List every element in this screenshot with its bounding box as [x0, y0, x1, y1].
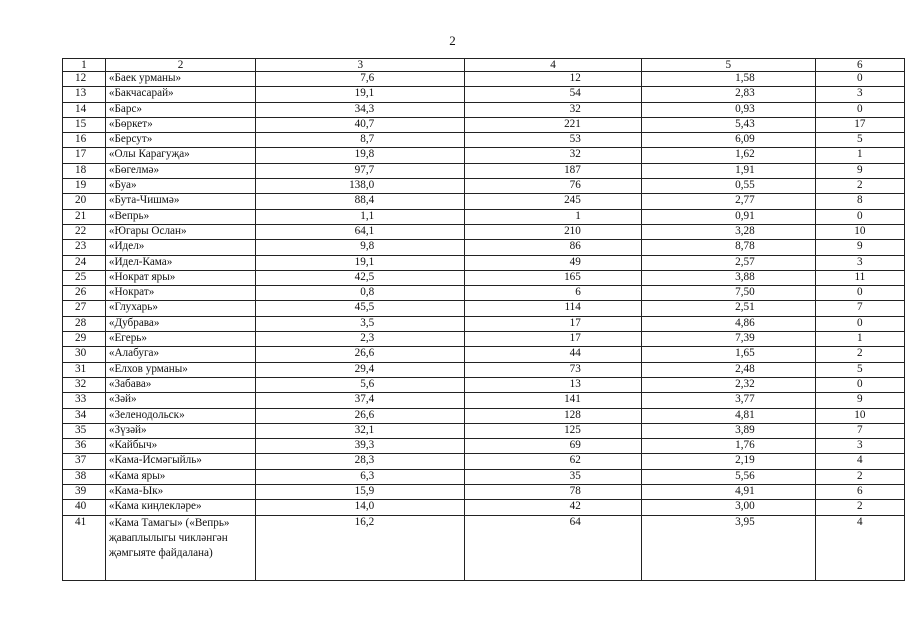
quota-cell: 11: [815, 270, 904, 285]
area-cell: 64,1: [256, 224, 465, 239]
area-cell: 19,1: [256, 255, 465, 270]
quota-cell: 0: [815, 377, 904, 392]
table-row: [63, 316, 905, 331]
area-cell: 0,8: [256, 286, 465, 301]
row-number-cell: 20: [63, 194, 106, 209]
name-cell: «Кама яры»: [105, 469, 255, 484]
density-cell: 3,95: [641, 515, 815, 580]
density-cell: 2,83: [641, 87, 815, 102]
area-cell: 16,2: [256, 515, 465, 580]
count-cell: 12: [465, 72, 642, 87]
density-cell: 2,32: [641, 377, 815, 392]
density-cell: 3,89: [641, 423, 815, 438]
area-cell: 29,4: [256, 362, 465, 377]
density-cell: 2,77: [641, 194, 815, 209]
count-cell: 128: [465, 408, 642, 423]
table-row: [63, 393, 905, 408]
row-number-cell: 40: [63, 500, 106, 515]
area-cell: 7,6: [256, 72, 465, 87]
name-cell: «Олы Карагуҗа»: [105, 148, 255, 163]
count-cell: 141: [465, 393, 642, 408]
row-number-cell: 17: [63, 148, 106, 163]
quota-cell: 10: [815, 224, 904, 239]
area-cell: 34,3: [256, 102, 465, 117]
row-number-cell: 19: [63, 179, 106, 194]
name-cell: «Бөгелмә»: [105, 163, 255, 178]
name-cell: «Берсут»: [105, 133, 255, 148]
row-number-cell: 16: [63, 133, 106, 148]
row-number-cell: 37: [63, 454, 106, 469]
table-row: [63, 377, 905, 392]
quota-cell: 3: [815, 255, 904, 270]
quota-cell: 2: [815, 500, 904, 515]
area-cell: 40,7: [256, 117, 465, 132]
area-cell: 14,0: [256, 500, 465, 515]
density-cell: 0,93: [641, 102, 815, 117]
name-cell: «Зүзәй»: [105, 423, 255, 438]
area-cell: 39,3: [256, 439, 465, 454]
area-cell: 5,6: [256, 377, 465, 392]
row-number-cell: 14: [63, 102, 106, 117]
name-cell: «Нократ яры»: [105, 270, 255, 285]
area-cell: 37,4: [256, 393, 465, 408]
area-cell: 28,3: [256, 454, 465, 469]
count-cell: 187: [465, 163, 642, 178]
row-number-cell: 26: [63, 286, 106, 301]
count-cell: 1: [465, 209, 642, 224]
count-cell: 62: [465, 454, 642, 469]
count-cell: 64: [465, 515, 642, 580]
density-cell: 1,76: [641, 439, 815, 454]
density-cell: 2,57: [641, 255, 815, 270]
quota-cell: 4: [815, 515, 904, 580]
area-cell: 26,6: [256, 347, 465, 362]
row-number-cell: 29: [63, 332, 106, 347]
header-cell: 2: [105, 59, 255, 72]
count-cell: 35: [465, 469, 642, 484]
area-cell: 26,6: [256, 408, 465, 423]
density-cell: 2,19: [641, 454, 815, 469]
table-row: [63, 408, 905, 423]
count-cell: 54: [465, 87, 642, 102]
quota-cell: 3: [815, 439, 904, 454]
row-number-cell: 27: [63, 301, 106, 316]
table-row: [63, 194, 905, 209]
area-cell: 1,1: [256, 209, 465, 224]
quota-cell: 9: [815, 240, 904, 255]
count-cell: 221: [465, 117, 642, 132]
area-cell: 45,5: [256, 301, 465, 316]
name-cell: «Егерь»: [105, 332, 255, 347]
header-cell: 1: [63, 59, 106, 72]
area-cell: 3,5: [256, 316, 465, 331]
name-cell: «Кама киңлекләре»: [105, 500, 255, 515]
area-cell: 9,8: [256, 240, 465, 255]
count-cell: 78: [465, 485, 642, 500]
density-cell: 2,48: [641, 362, 815, 377]
table-row: [63, 148, 905, 163]
quota-cell: 6: [815, 485, 904, 500]
name-cell: «Нократ»: [105, 286, 255, 301]
table-row: [63, 224, 905, 239]
quota-cell: 5: [815, 362, 904, 377]
header-cell: 3: [256, 59, 465, 72]
table-row: [63, 485, 905, 500]
table-row: [63, 87, 905, 102]
count-cell: 76: [465, 179, 642, 194]
count-cell: 44: [465, 347, 642, 362]
density-cell: 3,77: [641, 393, 815, 408]
row-number-cell: 34: [63, 408, 106, 423]
density-cell: 1,65: [641, 347, 815, 362]
density-cell: 7,39: [641, 332, 815, 347]
density-cell: 4,81: [641, 408, 815, 423]
quota-cell: 0: [815, 209, 904, 224]
quota-cell: 0: [815, 286, 904, 301]
table-row: [63, 301, 905, 316]
count-cell: 53: [465, 133, 642, 148]
table-row: [63, 500, 905, 515]
density-cell: 1,62: [641, 148, 815, 163]
count-cell: 69: [465, 439, 642, 454]
quota-cell: 8: [815, 194, 904, 209]
page-number: 2: [449, 33, 456, 48]
density-cell: 7,50: [641, 286, 815, 301]
row-number-cell: 38: [63, 469, 106, 484]
quota-cell: 0: [815, 72, 904, 87]
table-row: [63, 347, 905, 362]
count-cell: 114: [465, 301, 642, 316]
density-cell: 1,91: [641, 163, 815, 178]
count-cell: 210: [465, 224, 642, 239]
quota-cell: 9: [815, 163, 904, 178]
quota-cell: 10: [815, 408, 904, 423]
count-cell: 86: [465, 240, 642, 255]
density-cell: 4,86: [641, 316, 815, 331]
quota-cell: 17: [815, 117, 904, 132]
area-cell: 97,7: [256, 163, 465, 178]
quota-cell: 5: [815, 133, 904, 148]
quota-cell: 1: [815, 332, 904, 347]
table-row: [63, 163, 905, 178]
table-header-row: [63, 59, 905, 72]
row-number-cell: 21: [63, 209, 106, 224]
row-number-cell: 12: [63, 72, 106, 87]
header-cell: 5: [641, 59, 815, 72]
table-row: [63, 469, 905, 484]
row-number-cell: 13: [63, 87, 106, 102]
density-cell: 0,55: [641, 179, 815, 194]
table-row: [63, 362, 905, 377]
row-number-cell: 22: [63, 224, 106, 239]
quota-cell: 9: [815, 393, 904, 408]
row-number-cell: 32: [63, 377, 106, 392]
row-number-cell: 23: [63, 240, 106, 255]
table-row: [63, 332, 905, 347]
row-number-cell: 31: [63, 362, 106, 377]
row-number-cell: 39: [63, 485, 106, 500]
name-cell: «Кайбыч»: [105, 439, 255, 454]
area-cell: 42,5: [256, 270, 465, 285]
table-row: [63, 439, 905, 454]
quota-cell: 2: [815, 179, 904, 194]
quota-cell: 3: [815, 87, 904, 102]
density-cell: 3,88: [641, 270, 815, 285]
name-cell: «Зәй»: [105, 393, 255, 408]
row-number-cell: 33: [63, 393, 106, 408]
name-cell: «Бакчасарай»: [105, 87, 255, 102]
quota-cell: 2: [815, 347, 904, 362]
name-cell: «Забава»: [105, 377, 255, 392]
count-cell: 17: [465, 316, 642, 331]
name-cell: «Югары Ослан»: [105, 224, 255, 239]
area-cell: 19,8: [256, 148, 465, 163]
area-cell: 2,3: [256, 332, 465, 347]
row-number-cell: 36: [63, 439, 106, 454]
count-cell: 6: [465, 286, 642, 301]
table-row: [63, 240, 905, 255]
table-row: [63, 286, 905, 301]
row-number-cell: 18: [63, 163, 106, 178]
name-cell: «Буа»: [105, 179, 255, 194]
count-cell: 42: [465, 500, 642, 515]
quota-cell: 0: [815, 102, 904, 117]
table-row: [63, 454, 905, 469]
name-cell: «Бута-Чишмә»: [105, 194, 255, 209]
density-cell: 5,56: [641, 469, 815, 484]
row-number-cell: 25: [63, 270, 106, 285]
name-cell: «Дубрава»: [105, 316, 255, 331]
row-number-cell: 15: [63, 117, 106, 132]
density-cell: 3,28: [641, 224, 815, 239]
density-cell: 5,43: [641, 117, 815, 132]
area-cell: 88,4: [256, 194, 465, 209]
count-cell: 32: [465, 102, 642, 117]
quota-cell: 7: [815, 423, 904, 438]
header-cell: 6: [815, 59, 904, 72]
table-row: [63, 179, 905, 194]
row-number-cell: 28: [63, 316, 106, 331]
name-cell: «Вепрь»: [105, 209, 255, 224]
quota-cell: 0: [815, 316, 904, 331]
table-row: [63, 102, 905, 117]
table-row: [63, 255, 905, 270]
name-cell: «Идел»: [105, 240, 255, 255]
name-cell: «Елхов урманы»: [105, 362, 255, 377]
name-cell: «Идел-Кама»: [105, 255, 255, 270]
count-cell: 165: [465, 270, 642, 285]
density-cell: 2,51: [641, 301, 815, 316]
density-cell: 3,00: [641, 500, 815, 515]
count-cell: 125: [465, 423, 642, 438]
count-cell: 13: [465, 377, 642, 392]
quota-cell: 1: [815, 148, 904, 163]
area-cell: 19,1: [256, 87, 465, 102]
count-cell: 17: [465, 332, 642, 347]
header-cell: 4: [465, 59, 642, 72]
density-cell: 0,91: [641, 209, 815, 224]
density-cell: 8,78: [641, 240, 815, 255]
name-cell: «Бөркет»: [105, 117, 255, 132]
area-cell: 138,0: [256, 179, 465, 194]
count-cell: 32: [465, 148, 642, 163]
count-cell: 245: [465, 194, 642, 209]
table-row: [63, 117, 905, 132]
name-cell: «Кама-Исмәгыйль»: [105, 454, 255, 469]
density-cell: 6,09: [641, 133, 815, 148]
table-row: [63, 133, 905, 148]
count-cell: 49: [465, 255, 642, 270]
density-cell: 1,58: [641, 72, 815, 87]
name-cell: «Баек урманы»: [105, 72, 255, 87]
data-table: [62, 58, 905, 581]
area-cell: 8,7: [256, 133, 465, 148]
name-cell: «Кама Тамагы» («Вепрь» җаваплылыгы чикләнгән җәмгыяте файдалана): [105, 515, 255, 580]
area-cell: 6,3: [256, 469, 465, 484]
quota-cell: 7: [815, 301, 904, 316]
density-cell: 4,91: [641, 485, 815, 500]
table-row: [63, 72, 905, 87]
table-row: [63, 423, 905, 438]
name-cell: «Глухарь»: [105, 301, 255, 316]
row-number-cell: 30: [63, 347, 106, 362]
area-cell: 32,1: [256, 423, 465, 438]
name-cell: «Кама-Ык»: [105, 485, 255, 500]
name-cell: «Барс»: [105, 102, 255, 117]
row-number-cell: 35: [63, 423, 106, 438]
table-row: [63, 270, 905, 285]
table-row: [63, 515, 905, 580]
quota-cell: 4: [815, 454, 904, 469]
row-number-cell: 41: [63, 515, 106, 580]
count-cell: 73: [465, 362, 642, 377]
name-cell: «Алабуга»: [105, 347, 255, 362]
table-row: [63, 209, 905, 224]
quota-cell: 2: [815, 469, 904, 484]
name-cell: «Зеленодольск»: [105, 408, 255, 423]
area-cell: 15,9: [256, 485, 465, 500]
row-number-cell: 24: [63, 255, 106, 270]
